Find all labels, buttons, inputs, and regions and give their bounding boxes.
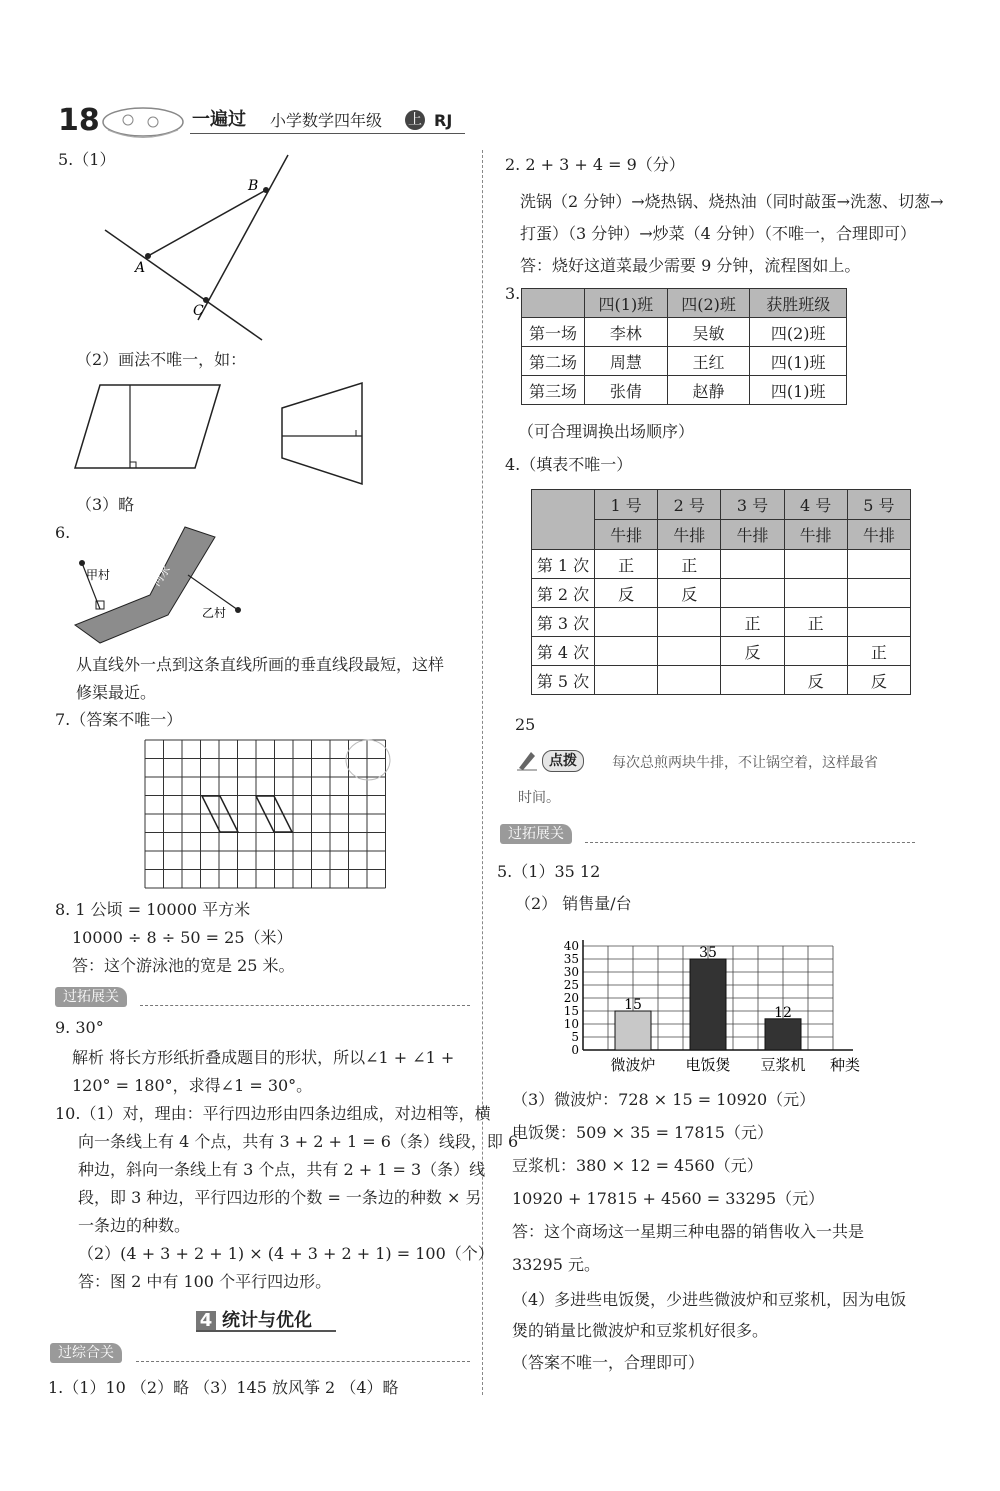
table4-header-bottom: 牛排 [595,520,658,550]
q10-answer: 答：图 2 中有 100 个平行四边形。 [78,1272,332,1291]
table3-cell: 第三场 [522,376,585,405]
x-tick-label: 电饭煲 [685,1056,731,1074]
table3-cell: 李林 [585,318,668,347]
q5-3-line1: （3）微波炉：728 × 15 = 10920（元） [512,1090,816,1109]
table3-header: 四(2)班 [667,289,750,318]
q7-grid-diagram [140,738,400,893]
q3-label: 3. [505,284,521,303]
table4-cell [847,579,910,608]
banner3-dashline [585,842,915,843]
q5-line-diagram [100,150,290,345]
table4-cell: 反 [658,579,721,608]
q5-3-label: （3）略 [76,495,135,514]
q10-line2: 向一条线上有 4 个点，共有 3 + 2 + 1 = 6（条）线段，即 6 [78,1132,519,1151]
table4-cell [658,608,721,637]
table4-cell [595,608,658,637]
table4-cell: 正 [595,550,658,579]
table4-cell [721,550,784,579]
q10-line3: 种边，斜向一条线上有 3 个点，共有 2 + 1 = 3（条）线 [78,1160,486,1179]
q6-text-line1: 从直线外一点到这条直线所画的垂直线段最短，这样 [76,655,445,674]
table4-cell: 第 4 次 [532,637,595,666]
table4-cell: 正 [847,637,910,666]
table4-cell: 反 [847,666,910,695]
q5-3-line5: 答：这个商场这一星期三种电器的销售收入一共是 [512,1222,865,1241]
table4-cell [595,637,658,666]
q4-label: 4.（填表不唯一） [505,455,633,474]
x-tick-label: 微波炉 [610,1056,656,1074]
table3-header [522,289,585,318]
page-number: 18 [58,103,100,138]
volume-badge: 上 [405,110,425,130]
table4-cell [721,666,784,695]
tip-text-line1: 每次总煎两块牛排，不让锅空着，这样最省 [612,755,878,771]
y-tick-label: 5 [571,1030,579,1044]
table4-header-top: 1 号 [595,490,658,520]
q10-line5: 一条边的种数。 [78,1216,191,1235]
table4-header-bottom: 牛排 [658,520,721,550]
cartoon-decoration-icon [98,100,188,140]
bar-value-label: 12 [774,1004,792,1021]
y-tick-label: 20 [563,991,579,1005]
q8-line2: 10000 ÷ 8 ÷ 50 = 25（米） [72,928,293,947]
y-tick-label: 25 [563,978,579,992]
y-tick-label: 0 [571,1043,579,1057]
q2-line1: 2. 2 + 3 + 4 = 9（分） [505,155,685,174]
table4-cell: 第 5 次 [532,666,595,695]
q3-match-table [521,288,847,405]
y-tick-label: 40 [563,939,579,953]
q9-answer: 9. 30° [55,1018,104,1037]
q6-river-diagram [70,525,260,650]
point-c-label: C [193,303,204,319]
q6-label: 6. [55,523,71,542]
y-tick-label: 15 [563,1004,579,1018]
y-tick-label: 30 [563,965,579,979]
table4-header-bottom: 牛排 [847,520,910,550]
table4-cell: 第 3 次 [532,608,595,637]
table3-cell: 四(1)班 [750,376,847,405]
bar [615,1011,651,1050]
table4-corner [532,490,595,550]
table3-cell: 周慧 [585,347,668,376]
table4-cell: 正 [784,608,847,637]
table4-cell [784,550,847,579]
header-rule [190,133,465,134]
q7-label: 7.（答案不唯一） [55,710,183,729]
table4-cell: 反 [784,666,847,695]
point-b-label: B [248,178,259,194]
table3-cell: 吴敏 [667,318,750,347]
table3-cell: 张倩 [585,376,668,405]
q5-3-line3: 豆浆机：380 × 12 = 4560（元） [512,1156,763,1175]
x-axis-label: 种类 [829,1056,861,1074]
q1-answer: 1.（1）10 （2）略 （3）145 放风筝 2 （4）略 [48,1378,399,1397]
section-number: 4 [196,1311,216,1331]
table3-header: 四(1)班 [585,289,668,318]
table4-cell: 正 [721,608,784,637]
village-jia-label: 甲村 [86,568,111,582]
table3-cell: 王红 [667,347,750,376]
pencil-icon [515,748,539,772]
q5-right-2: （2） 销售量/台 [515,894,632,913]
table4-header-top: 4 号 [784,490,847,520]
section-heading [196,1306,312,1332]
q5-4-line1: （4）多进些电饭煲，少进些微波炉和豆浆机，因为电饭 [512,1290,907,1309]
table3-cell: 四(1)班 [750,347,847,376]
x-tick-label: 豆浆机 [760,1056,806,1074]
table4-header-top: 3 号 [721,490,784,520]
q4-steak-table [531,489,911,695]
table3-cell: 第二场 [522,347,585,376]
y-tick-label: 10 [563,1017,579,1031]
table3-cell: 第一场 [522,318,585,347]
q5-quadrilateral-drawings [70,380,470,490]
banner-dashline [140,1005,470,1006]
q2-line3: 打蛋）（3 分钟）→炒菜（4 分钟）（不唯一，合理即可） [520,224,916,243]
q4-answer: 25 [515,715,536,734]
table4-cell: 反 [595,579,658,608]
point-a-label: A [135,260,146,276]
brand-logo: 一遍过 [192,109,246,130]
tip-label: 点拨 [542,750,584,772]
section-banner-comprehensive: 过综合关 [50,1343,122,1363]
q5-4-line2: 煲的销量比微波炉和豆浆机好很多。 [512,1321,769,1340]
table4-header-bottom: 牛排 [721,520,784,550]
table3-header: 获胜班级 [750,289,847,318]
q8-answer: 答：这个游泳池的宽是 25 米。 [72,956,295,975]
table4-header-top: 2 号 [658,490,721,520]
tip-text-line2: 时间。 [518,790,560,806]
table4-header-bottom: 牛排 [784,520,847,550]
table4-cell [847,550,910,579]
q5-right-1: 5.（1）35 12 [497,862,601,881]
q6-text-line2: 修渠最近。 [76,683,157,702]
table4-cell [658,666,721,695]
y-tick-label: 35 [563,952,579,966]
q5-1-label: 5.（1） [58,150,116,169]
bar-value-label: 15 [624,997,642,1013]
q2-answer: 答：烧好这道菜最少需要 9 分钟，流程图如上。 [520,256,861,275]
q5-3-line2: 电饭煲：509 × 35 = 17815（元） [512,1123,773,1142]
banner2-dashline [136,1361,470,1362]
bar-value-label: 35 [699,945,717,961]
book-subtitle: 小学数学四年级 [270,111,383,130]
section-title-text: 统计与优化 [222,1310,312,1331]
table4-cell: 第 1 次 [532,550,595,579]
q8-line1: 8. 1 公顷 = 10000 平方米 [55,900,251,919]
table4-cell [847,608,910,637]
edition-label: RJ [434,111,453,130]
section-banner-extension-right: 过拓展关 [500,824,572,844]
table4-cell [595,666,658,695]
table4-cell: 反 [721,637,784,666]
table4-header-top: 5 号 [847,490,910,520]
q2-line2: 洗锅（2 分钟）→烧热锅、烧热油（同时敲蛋→洗葱、切葱→ [520,192,944,211]
q10-line4: 段，即 3 种边，平行四边形的个数 = 一条边的种数 × 另 [78,1188,482,1207]
q5-2-label: （2）画法不唯一，如： [76,350,247,369]
table4-cell [784,579,847,608]
bar [690,959,726,1050]
table3-cell: 赵静 [667,376,750,405]
river-label: 河水 [149,563,174,589]
table4-cell [721,579,784,608]
section-banner-extension: 过拓展关 [55,987,127,1007]
q9-analysis-line1: 解析 将长方形纸折叠成题目的形状，所以∠1 + ∠1 + [72,1048,455,1067]
village-yi-label: 乙村 [202,606,227,620]
column-divider [482,150,483,1395]
table4-cell: 第 2 次 [532,579,595,608]
q5-3-line4: 10920 + 17815 + 4560 = 33295（元） [512,1189,825,1208]
q5-3-line6: 33295 元。 [512,1255,600,1274]
q5-4-line3: （答案不唯一，合理即可） [512,1353,705,1372]
q10-line6: （2）(4 + 3 + 2 + 1) × (4 + 3 + 2 + 1) = 100（个） [78,1244,494,1263]
table4-cell: 正 [658,550,721,579]
bar [765,1019,801,1050]
q10-line1: 10.（1）对，理由：平行四边形由四条边组成，对边相等，横 [55,1104,491,1123]
table4-cell [658,637,721,666]
q3-note: （可合理调换出场顺序） [518,422,695,441]
table3-cell: 四(2)班 [750,318,847,347]
section-underline [196,1330,336,1332]
table4-cell [784,637,847,666]
sales-bar-chart [555,930,885,1080]
q9-analysis-line2: 120° = 180°，求得∠1 = 30°。 [72,1076,313,1095]
